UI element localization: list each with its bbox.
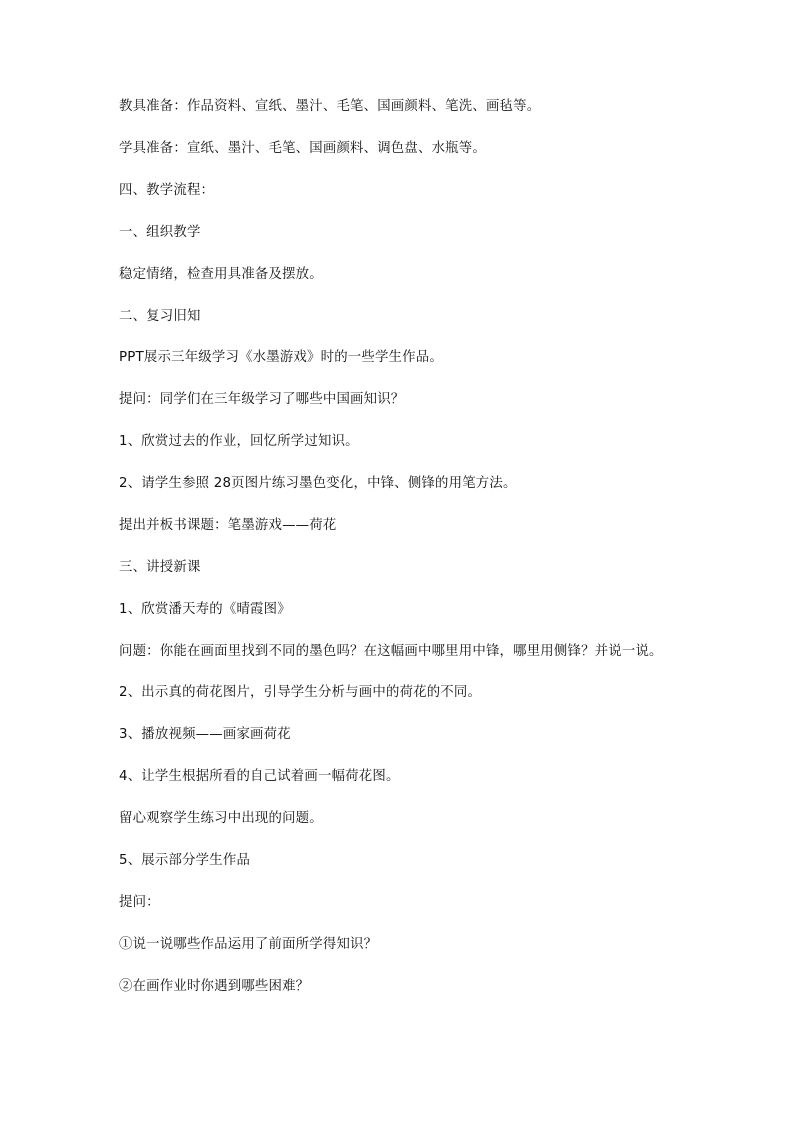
paragraph-line: 留心观察学生练习中出现的问题。 — [119, 811, 323, 826]
section-heading: 二、复习旧知 — [119, 309, 201, 324]
list-item: 3、播放视频——画家画荷花 — [119, 727, 291, 742]
question-item: ①说一说哪些作品运用了前面所学得知识？ — [119, 937, 378, 952]
list-item: 2、出示真的荷花图片，引导学生分析与画中的荷花的不同。 — [119, 685, 482, 700]
paragraph-line: 提问： — [119, 895, 160, 910]
section-heading: 三、讲授新课 — [119, 560, 201, 575]
paragraph-line: 学具准备：宣纸、墨汁、毛笔、国画颜料、调色盘、水瓶等。 — [119, 141, 486, 156]
list-item: 5、展示部分学生作品 — [119, 853, 251, 868]
paragraph-line: PPT展示三年级学习《水墨游戏》时的一些学生作品。 — [119, 350, 443, 365]
paragraph-line: 教具准备：作品资料、宣纸、墨汁、毛笔、国画颜料、笔洗、画毡等。 — [119, 99, 541, 114]
paragraph-line: 问题：你能在画面里找到不同的墨色吗？在这幅画中哪里用中锋，哪里用侧锋？并说一说。 — [119, 644, 663, 659]
section-heading: 四、教学流程： — [119, 183, 215, 198]
paragraph-line: 提问：同学们在三年级学习了哪些中国画知识？ — [119, 392, 405, 407]
paragraph-line: 提出并板书课题：笔墨游戏——荷花 — [119, 518, 337, 533]
list-item: 4、让学生根据所看的自己试着画一幅荷花图。 — [119, 769, 400, 784]
list-item: 1、欣赏潘天寿的《晴霞图》 — [119, 602, 291, 617]
list-item: 2、请学生参照 28页图片练习墨色变化，中锋、侧锋的用笔方法。 — [119, 476, 517, 491]
question-item: ②在画作业时你遇到哪些困难？ — [119, 979, 310, 994]
section-heading: 一、组织教学 — [119, 225, 201, 240]
list-item: 1、欣赏过去的作业，回忆所学过知识。 — [119, 434, 359, 449]
paragraph-line: 稳定情绪，检查用具准备及摆放。 — [119, 267, 323, 282]
